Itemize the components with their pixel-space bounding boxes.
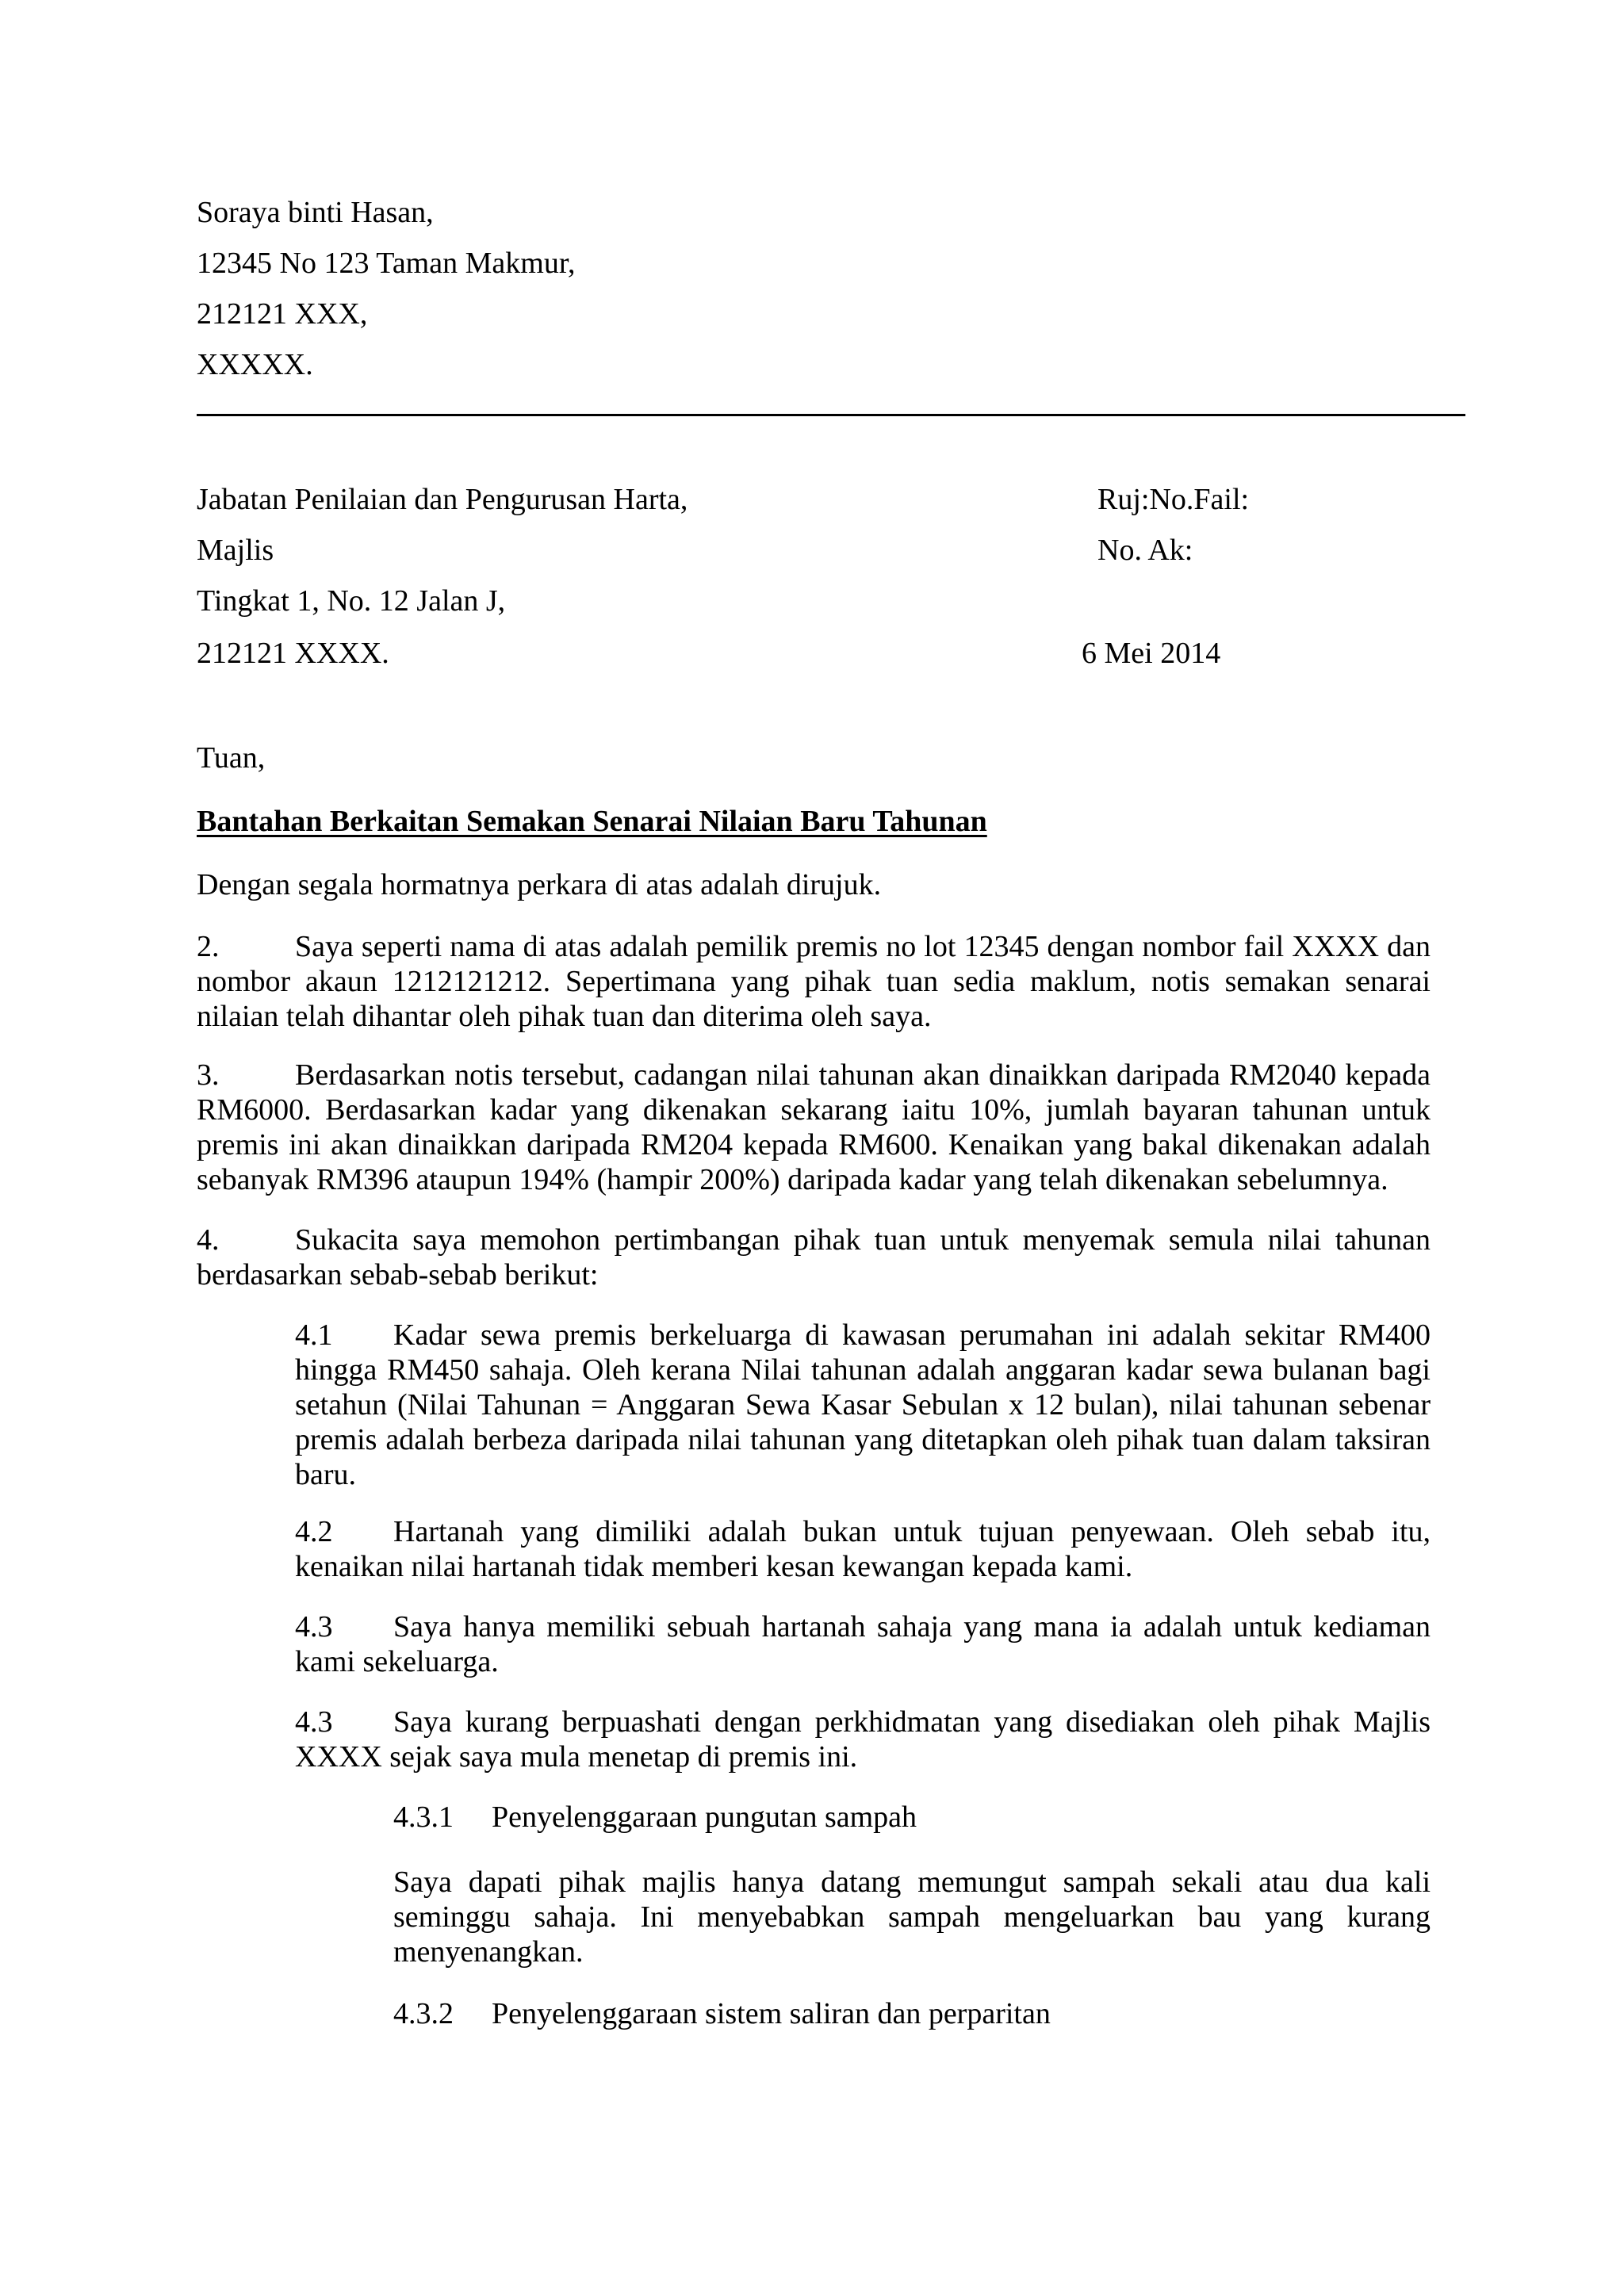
recipient-line-4: 212121 XXXX. <box>197 637 389 670</box>
paragraph-line: premis adalah berbeza daripada nilai tahunan yang ditetapkan oleh pihak tuan dalam taksiran <box>295 1423 1431 1456</box>
paragraph-3 <box>197 1058 1431 1197</box>
paragraph-line: nilaian telah dihantar oleh pihak tuan dan diterima oleh saya. <box>197 1000 932 1033</box>
paragraph-line: seminggu sahaja. Ini menyebabkan sampah mengeluarkan bau yang kurang <box>393 1900 1431 1934</box>
paragraph-line: menyenangkan. <box>393 1935 584 1969</box>
opening-sentence: Dengan segala hormatnya perkara di atas adalah dirujuk. <box>197 868 882 901</box>
paragraph-line: sebanyak RM396 ataupun 194% (hampir 200%) daripada kadar yang telah dikenakan sebelumnya. <box>197 1163 1388 1196</box>
paragraph-4-2 <box>295 1514 1431 1584</box>
paragraph-line: Sukacita saya memohon pertimbangan pihak tuan untuk menyemak semula nilai tahunan <box>295 1223 1431 1257</box>
paragraph-number: 4.2 <box>295 1515 333 1548</box>
subsection-heading: Penyelenggaraan sistem saliran dan perparitan <box>492 1997 1051 2030</box>
sender-name: Soraya binti Hasan, <box>197 196 434 229</box>
paragraph-line: Saya seperti nama di atas adalah pemilik premis no lot 12345 dengan nombor fail XXXX dan <box>295 930 1431 963</box>
paragraph-line: RM6000. Berdasarkan kadar yang dikenakan sekarang iaitu 10%, jumlah bayaran tahunan untuk <box>197 1093 1431 1127</box>
paragraph-number: 3. <box>197 1058 220 1092</box>
paragraph-4-3a <box>295 1609 1431 1679</box>
subsection-number: 4.3.2 <box>393 1997 454 2030</box>
sender-address-line-3: XXXXX. <box>197 348 313 381</box>
paragraph-line: Saya kurang berpuashati dengan perkhidmatan yang disediakan oleh pihak Majlis <box>393 1705 1431 1739</box>
sender-address-line-2: 212121 XXX, <box>197 297 368 331</box>
paragraph-number: 4.1 <box>295 1318 333 1352</box>
paragraph-line: XXXX sejak saya mula menetap di premis ini. <box>295 1740 858 1774</box>
paragraph-line: baru. <box>295 1458 357 1491</box>
paragraph-number: 4.3 <box>295 1705 333 1739</box>
paragraph-line: kami sekeluarga. <box>295 1645 499 1678</box>
paragraph-4 <box>197 1223 1431 1292</box>
salutation: Tuan, <box>197 741 266 775</box>
recipient-line-2: Majlis <box>197 534 274 567</box>
paragraph-line: Kadar sewa premis berkeluarga di kawasan perumahan ini adalah sekitar RM400 <box>393 1318 1431 1352</box>
subsection-heading: Penyelenggaraan pungutan sampah <box>492 1800 917 1834</box>
paragraph-line: Hartanah yang dimiliki adalah bukan untuk tujuan penyewaan. Oleh sebab itu, <box>393 1515 1431 1548</box>
letter-subject: Bantahan Berkaitan Semakan Senarai Nilaian Baru Tahunan <box>197 805 987 838</box>
reference-file-no: Ruj:No.Fail: <box>1097 483 1250 516</box>
sender-address-line-1: 12345 No 123 Taman Makmur, <box>197 247 576 280</box>
paragraph-number: 4.3 <box>295 1610 333 1644</box>
paragraph-4-3b <box>295 1705 1431 1774</box>
recipient-line-3: Tingkat 1, No. 12 Jalan J, <box>197 584 506 618</box>
subsection-number: 4.3.1 <box>393 1800 454 1834</box>
reference-account-no: No. Ak: <box>1097 534 1193 567</box>
paragraph-4-3-1 <box>393 1865 1431 1969</box>
header-divider <box>197 414 1465 416</box>
paragraph-line: hingga RM450 sahaja. Oleh kerana Nilai tahunan adalah anggaran kadar sewa bulanan bagi <box>295 1353 1431 1387</box>
paragraph-number: 4. <box>197 1223 220 1257</box>
paragraph-2 <box>197 929 1431 1034</box>
paragraph-line: berdasarkan sebab-sebab berikut: <box>197 1258 599 1292</box>
paragraph-line: premis ini akan dinaikkan daripada RM204 kepada RM600. Kenaikan yang bakal dikenakan adalah <box>197 1128 1431 1161</box>
paragraph-line: nombor akaun 1212121212. Sepertimana yang pihak tuan sedia maklum, notis semakan senarai <box>197 965 1431 998</box>
paragraph-line: Saya hanya memiliki sebuah hartanah sahaja yang mana ia adalah untuk kediaman <box>393 1610 1431 1644</box>
paragraph-line: Berdasarkan notis tersebut, cadangan nilai tahunan akan dinaikkan daripada RM2040 kepada <box>295 1058 1431 1092</box>
paragraph-line: kenaikan nilai hartanah tidak memberi kesan kewangan kepada kami. <box>295 1550 1133 1583</box>
letter-date: 6 Mei 2014 <box>1082 637 1221 670</box>
paragraph-line: Saya dapati pihak majlis hanya datang memungut sampah sekali atau dua kali <box>393 1866 1431 1899</box>
paragraph-number: 2. <box>197 930 220 963</box>
recipient-line-1: Jabatan Penilaian dan Pengurusan Harta, <box>197 483 688 516</box>
paragraph-4-1 <box>295 1318 1431 1492</box>
paragraph-line: setahun (Nilai Tahunan = Anggaran Sewa Kasar Sebulan x 12 bulan), nilai tahunan sebenar <box>295 1388 1431 1422</box>
